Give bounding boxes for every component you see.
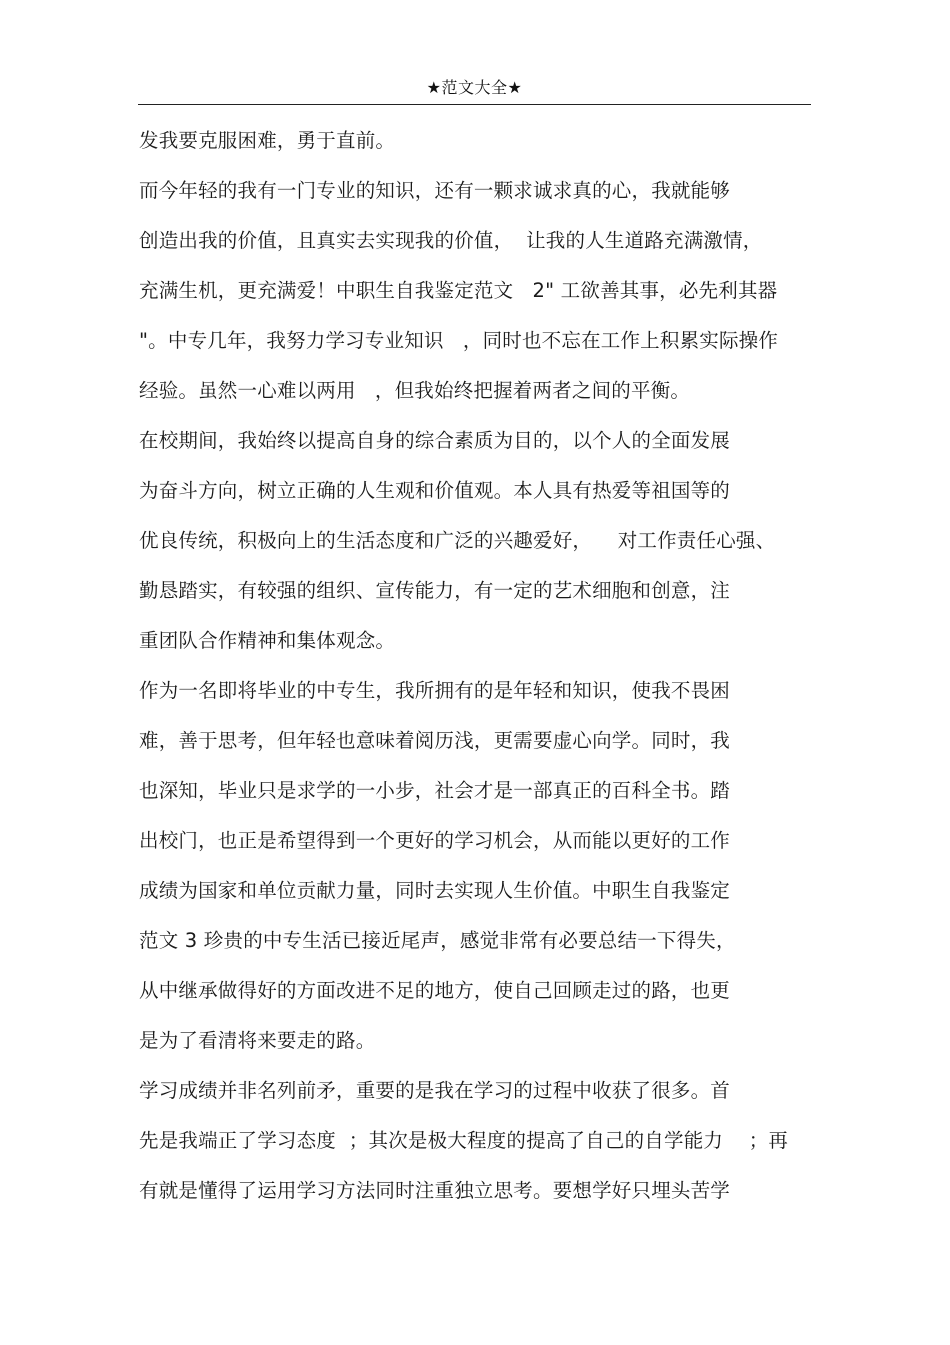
text-line: 作为一名即将毕业的中专生，我所拥有的是年轻和知识，使我不畏困 (139, 679, 731, 702)
document-body (139, 122, 819, 1222)
page-header (138, 74, 811, 105)
text-line: 为奋斗方向，树立正确的人生观和价值观。本人具有热爱等祖国等的 (139, 479, 731, 502)
text-line: 经验。虽然一心难以两用 ，但我始终把握着两者之间的平衡。 (139, 379, 691, 402)
header-title: ★范文大全★ (426, 78, 523, 97)
text-line: 学习成绩并非名列前矛，重要的是我在学习的过程中收获了很多。首 (139, 1079, 731, 1102)
text-line: 范文 3 珍贵的中专生活已接近尾声，感觉非常有必要总结一下得失， (139, 929, 736, 952)
text-line: 也深知，毕业只是求学的一小步，社会才是一部真正的百科全书。踏 (139, 779, 731, 802)
text-line: 充满生机，更充满爱！中职生自我鉴定范文 2" 工欲善其事，必先利其器 (139, 279, 778, 302)
text-line: 成绩为国家和单位贡献力量，同时去实现人生价值。中职生自我鉴定 (139, 879, 731, 902)
text-line: 是为了看清将来要走的路。 (139, 1029, 376, 1052)
text-line: "。中专几年，我努力学习专业知识 ，同时也不忘在工作上积累实际操作 (139, 329, 779, 352)
text-line: 勤恳踏实，有较强的组织、宣传能力，有一定的艺术细胞和创意，注 (139, 579, 731, 602)
text-line: 优良传统，积极向上的生活态度和广泛的兴趣爱好， 对工作责任心强、 (139, 529, 776, 552)
text-line: 重团队合作精神和集体观念。 (139, 629, 396, 652)
text-line: 先是我端正了学习态度 ；其次是极大程度的提高了自己的自学能力 ；再 (139, 1129, 789, 1152)
text-line: 而今年轻的我有一门专业的知识，还有一颗求诚求真的心，我就能够 (139, 179, 731, 202)
text-line: 创造出我的价值，且真实去实现我的价值， 让我的人生道路充满激情， (139, 229, 763, 252)
text-line: 出校门，也正是希望得到一个更好的学习机会，从而能以更好的工作 (139, 829, 731, 852)
text-line: 从中继承做得好的方面改进不足的地方，使自己回顾走过的路，也更 (139, 979, 731, 1002)
text-line: 发我要克服困难，勇于直前。 (139, 129, 396, 152)
text-line: 在校期间，我始终以提高自身的综合素质为目的，以个人的全面发展 (139, 429, 731, 452)
text-line: 难，善于思考，但年轻也意味着阅历浅，更需要虚心向学。同时，我 (139, 729, 731, 752)
text-line: 有就是懂得了运用学习方法同时注重独立思考。要想学好只埋头苦学 (139, 1179, 731, 1202)
